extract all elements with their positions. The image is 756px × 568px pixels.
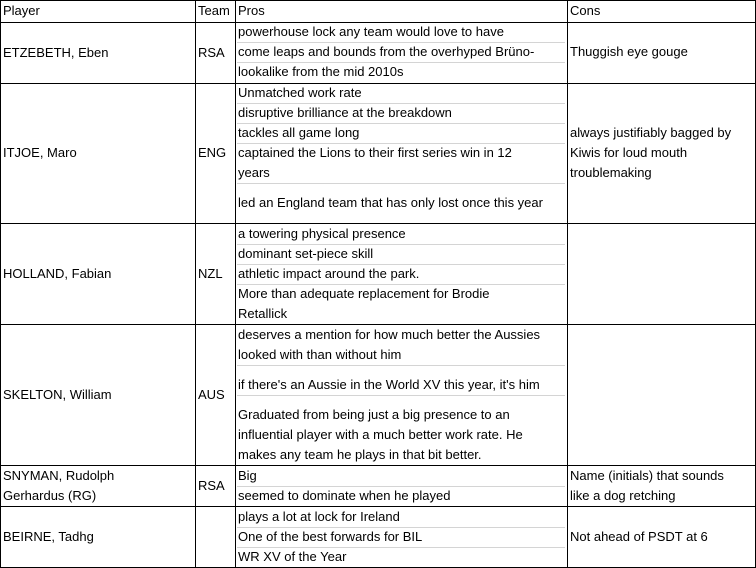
- pros-separator: [237, 143, 565, 144]
- pros-line: WR XV of the Year: [238, 549, 347, 564]
- pros-separator: [237, 62, 565, 63]
- pros-separator: [237, 547, 565, 548]
- player-name: Gerhardus (RG): [3, 487, 97, 503]
- pros-line: come leaps and bounds from the overhyped Brüno-: [238, 44, 535, 59]
- pros-separator: [237, 395, 565, 396]
- pros-separator: [237, 123, 565, 124]
- cons-line: Not ahead of PSDT at 6: [570, 529, 708, 544]
- team-code: AUS: [198, 386, 225, 402]
- player-name: SNYMAN, Rudolph: [3, 467, 115, 483]
- cons-line: Thuggish eye gouge: [570, 44, 688, 59]
- pros-line: a towering physical presence: [238, 226, 406, 241]
- pros-separator: [237, 527, 565, 528]
- player-name: ETZEBETH, Eben: [3, 44, 109, 60]
- pros-line: influential player with a much better work rate. He: [238, 427, 523, 442]
- pros-line: More than adequate replacement for Brodie: [238, 286, 490, 301]
- player-name: BEIRNE, Tadhg: [3, 528, 94, 544]
- pros-separator: [237, 486, 565, 487]
- pros-line: Retallick: [238, 306, 288, 321]
- header-cons: Cons: [570, 3, 601, 18]
- header-team: Team: [198, 3, 230, 18]
- pros-line: captained the Lions to their first series win in 12: [238, 145, 512, 160]
- row-border: [0, 465, 756, 466]
- pros-line: Graduated from being just a big presence to an: [238, 407, 510, 422]
- pros-line: years: [238, 165, 270, 180]
- pros-line: Big: [238, 468, 257, 483]
- pros-line: disruptive brilliance at the breakdown: [238, 105, 452, 120]
- pros-separator: [237, 244, 565, 245]
- pros-line: if there's an Aussie in the World XV this year, it's him: [238, 377, 540, 392]
- header-player: Player: [3, 3, 40, 18]
- cons-line: troublemaking: [570, 165, 652, 180]
- pros-separator: [237, 103, 565, 104]
- column-border: [195, 0, 196, 568]
- team-code: RSA: [198, 44, 225, 60]
- pros-line: Unmatched work rate: [238, 85, 362, 100]
- pros-separator: [237, 42, 565, 43]
- row-border: [0, 506, 756, 507]
- pros-line: tackles all game long: [238, 125, 360, 140]
- row-border: [0, 22, 756, 23]
- pros-line: dominant set-piece skill: [238, 246, 374, 261]
- team-code: [198, 527, 234, 547]
- pros-line: led an England team that has only lost once this year: [238, 195, 543, 210]
- team-code: RSA: [198, 477, 225, 493]
- player-name: HOLLAND, Fabian: [3, 265, 112, 281]
- column-border: [567, 0, 568, 568]
- column-border: [235, 0, 236, 568]
- pros-line: plays a lot at lock for Ireland: [238, 509, 400, 524]
- cons-line: Kiwis for loud mouth: [570, 145, 688, 160]
- header-pros: Pros: [238, 3, 265, 18]
- player-name: SKELTON, William: [3, 386, 112, 402]
- pros-separator: [237, 284, 565, 285]
- pros-line: lookalike from the mid 2010s: [238, 64, 404, 79]
- pros-separator: [237, 365, 565, 366]
- row-border: [0, 0, 756, 1]
- row-border: [0, 223, 756, 224]
- pros-line: looked with than without him: [238, 347, 402, 362]
- pros-line: seemed to dominate when he played: [238, 488, 451, 503]
- team-code: NZL: [198, 265, 223, 281]
- pros-separator: [237, 264, 565, 265]
- row-border: [0, 324, 756, 325]
- pros-line: athletic impact around the park.: [238, 266, 420, 281]
- cons-line: always justifiably bagged by: [570, 125, 732, 140]
- player-name: ITJOE, Maro: [3, 145, 77, 160]
- row-border: [0, 83, 756, 84]
- pros-line: One of the best forwards for BIL: [238, 529, 423, 544]
- pros-line: makes any team he plays in that bit better.: [238, 447, 482, 462]
- cons-line: Name (initials) that sounds: [570, 468, 724, 483]
- pros-separator: [237, 183, 565, 184]
- pros-line: deserves a mention for how much better the Aussies: [238, 327, 541, 342]
- team-code: ENG: [198, 145, 227, 160]
- column-border: [0, 0, 1, 568]
- pros-line: powerhouse lock any team would love to have: [238, 24, 504, 39]
- cons-line: like a dog retching: [570, 488, 676, 503]
